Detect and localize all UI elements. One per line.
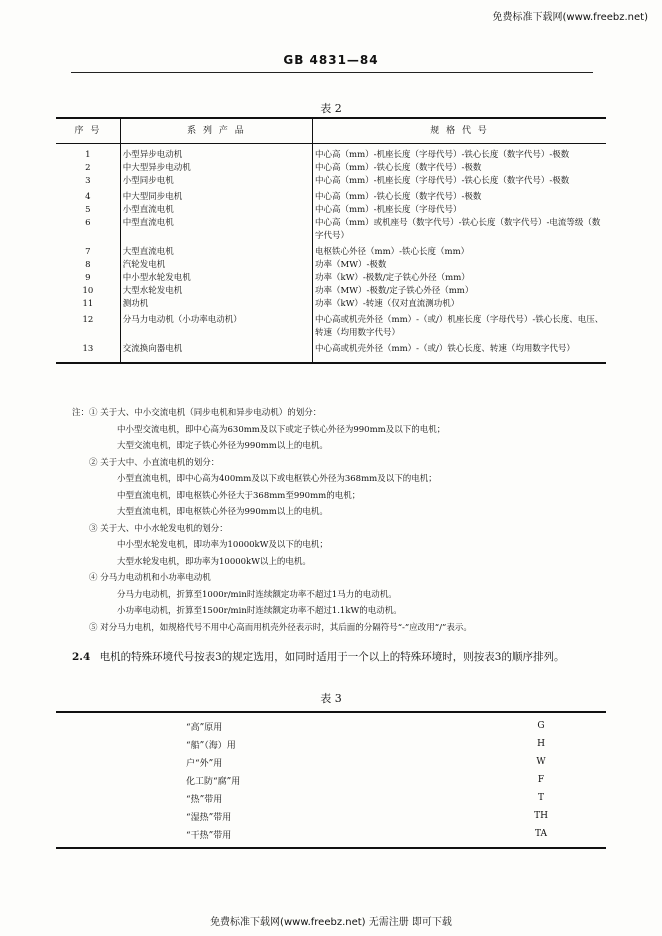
header-rule (71, 72, 593, 73)
row-number: 6 (56, 217, 120, 243)
spec-code: 功率（kW）-转速（仅对直流测功机） (315, 299, 460, 309)
note-line: 中小型交流电机，即中心高为630mm及以下或定子铁心外径为990mm及以下的电机； (117, 424, 446, 435)
table3 (56, 711, 606, 849)
table-row (56, 162, 606, 175)
product-name: 交流换向器电机 (120, 340, 312, 363)
table-row (56, 188, 606, 204)
table2-body (56, 144, 606, 364)
note-line: 小型直流电机，即中心高为400mm及以下或电枢铁心外径为368mm及以下的电机； (117, 474, 437, 484)
note-line: 大型直流电机，即电枢铁心外径为990mm以上的电机。 (117, 507, 328, 517)
note-head (72, 455, 612, 472)
table-row (56, 175, 606, 188)
environment-name: “船”（海）用 (186, 740, 236, 751)
spec-code: 中心高或机壳外径（mm）-（或/）机座长度（字母代号）-铁心长度、电压、转速（均用数字代号） (315, 315, 604, 338)
spec-code: 功率（MW）-极数 (315, 260, 387, 270)
table3-caption: 表 3 (320, 692, 342, 705)
product-name: 中型直流电机 (120, 217, 312, 243)
spec-code: 电枢铁心外径（mm）-铁心长度（mm） (315, 247, 470, 257)
spec-code: 中心高（mm）-机座长度（字母代号）-铁心长度（数字代号）-极数 (315, 176, 570, 186)
table-row (56, 204, 606, 217)
note-line: 小功率电动机，折算至1500r/min时连续额定功率不超过1.1kW的电动机。 (117, 606, 402, 616)
table-row (56, 144, 606, 163)
row-number: 10 (56, 285, 120, 298)
table2-header-product: 系 列 产 品 (120, 118, 312, 144)
environment-name: “热”带用 (186, 794, 223, 805)
spec-code: 中心高（mm）-机座长度（字母代号）-铁心长度（数字代号）-极数 (315, 150, 570, 160)
environment-code: W (536, 757, 546, 767)
row-number: 5 (56, 204, 120, 217)
notes-list (72, 405, 612, 636)
spec-code: 功率（MW）-极数/定子铁心外径（mm） (315, 286, 474, 296)
table-row (56, 771, 606, 789)
environment-code: H (537, 739, 545, 749)
notes (72, 405, 612, 636)
environment-name: “高”原用 (186, 722, 223, 733)
note-head-text: ④ 分马力电动机和小功率电动机 (89, 573, 211, 583)
product-name: 中大型异步电动机 (120, 162, 312, 175)
table-row (56, 272, 606, 285)
note-head-text: ① 关于大、中小交流电机（同步电机和异步电动机）的划分： (89, 408, 322, 418)
table2 (56, 117, 606, 364)
row-number: 2 (56, 162, 120, 175)
table-row (56, 735, 606, 753)
section-2-4 (72, 647, 612, 667)
environment-code: F (537, 775, 545, 785)
environment-code: TH (534, 811, 548, 821)
spec-code: 中心高（mm）-铁心长度（数字代号）-极数 (315, 192, 482, 202)
spec-code: 中心高（mm）-铁心长度（数字代号）-极数 (315, 163, 482, 173)
table-row (56, 217, 606, 243)
table-row (56, 311, 606, 340)
table3-body (56, 712, 606, 848)
note-head (72, 570, 612, 587)
note-line: 大型交流电机，即定子铁心外径为990mm以上的电机。 (117, 441, 328, 451)
product-name: 中小型水轮发电机 (120, 272, 312, 285)
note-head (72, 620, 612, 637)
product-name: 分马力电动机（小功率电动机） (120, 311, 312, 340)
standard-number: GB 4831—84 (283, 53, 379, 67)
note-head-text: ② 关于大中、小直流电机的划分： (89, 457, 220, 468)
row-number: 1 (56, 144, 120, 163)
product-name: 中大型同步电机 (120, 188, 312, 204)
environment-name: 化工防“腐”用 (186, 776, 241, 787)
row-number: 7 (56, 243, 120, 259)
table-row (56, 807, 606, 825)
row-number: 9 (56, 272, 120, 285)
note-head-text: ③ 关于大、中小水轮发电机的划分： (89, 523, 228, 534)
table-row (56, 789, 606, 807)
watermark-top: 免费标准下载网(www.freebz.net) (492, 12, 648, 23)
row-number: 8 (56, 259, 120, 272)
spec-code: 中心高或机壳外径（mm）-（或/）铁心长度、转速（均用数字代号） (315, 344, 575, 354)
product-name: 汽轮发电机 (120, 259, 312, 272)
note-line: 大型水轮发电机，即功率为10000kW以上的电机。 (117, 556, 311, 567)
note-head (72, 405, 612, 422)
table-row (56, 340, 606, 363)
environment-code: T (537, 793, 544, 803)
product-name: 大型水轮发电机 (120, 285, 312, 298)
row-number: 11 (56, 298, 120, 311)
table-row (56, 298, 606, 311)
product-name: 测功机 (120, 298, 312, 311)
note-line: 中型直流电机，即电枢铁心外径大于368mm至990mm的电机； (117, 490, 361, 501)
table-row (56, 825, 606, 848)
environment-code: G (537, 721, 545, 731)
watermark-bottom: 免费标准下载网(www.freebz.net) 无需注册 即可下载 (210, 917, 452, 928)
row-number: 4 (56, 188, 120, 204)
section-text: 电机的特殊环境代号按表3的规定选用，如同时适用于一个以上的特殊环境时，则按表3的顺序排列。 (99, 651, 565, 663)
environment-name: “湿热”带用 (186, 812, 232, 823)
spec-code: 功率（kW）-极数/定子铁心外径（mm） (315, 273, 470, 283)
table2-header-no: 序 号 (56, 118, 120, 144)
table-row (56, 753, 606, 771)
table-row (56, 243, 606, 259)
environment-code: TA (534, 829, 547, 839)
table2-header-code: 规 格 代 号 (313, 118, 606, 144)
note-head (72, 521, 612, 538)
product-name: 小型直流电机 (120, 204, 312, 217)
product-name: 大型直流电机 (120, 243, 312, 259)
row-number: 3 (56, 175, 120, 188)
table-row (56, 259, 606, 272)
note-line: 分马力电动机，折算至1000r/min时连续额定功率不超过1马力的电动机。 (117, 589, 397, 600)
row-number: 12 (56, 311, 120, 340)
note-line: 中小型水轮发电机，即功率为10000kW及以下的电机； (117, 540, 328, 550)
table-row (56, 712, 606, 735)
notes-label: 注： (72, 408, 90, 418)
product-name: 小型同步电机 (120, 175, 312, 188)
table-row (56, 285, 606, 298)
environment-name: 户“外”用 (186, 758, 223, 769)
environment-name: “干热”带用 (186, 830, 232, 841)
row-number: 13 (56, 340, 120, 363)
note-head-text: ⑤ 对分马力电机，如规格代号不用中心高而用机壳外径表示时，其后面的分隔符号“-”应改用“/”表示。 (89, 622, 472, 633)
spec-code: 中心高（mm）-机座长度（字母代号） (315, 205, 462, 215)
product-name: 小型异步电动机 (120, 144, 312, 163)
section-number: 2.4 (72, 651, 91, 663)
table2-caption: 表 2 (320, 102, 342, 115)
spec-code: 中心高（mm）或机座号（数字代号）-铁心长度（数字代号）-电流等级（数字代号） (315, 218, 601, 241)
